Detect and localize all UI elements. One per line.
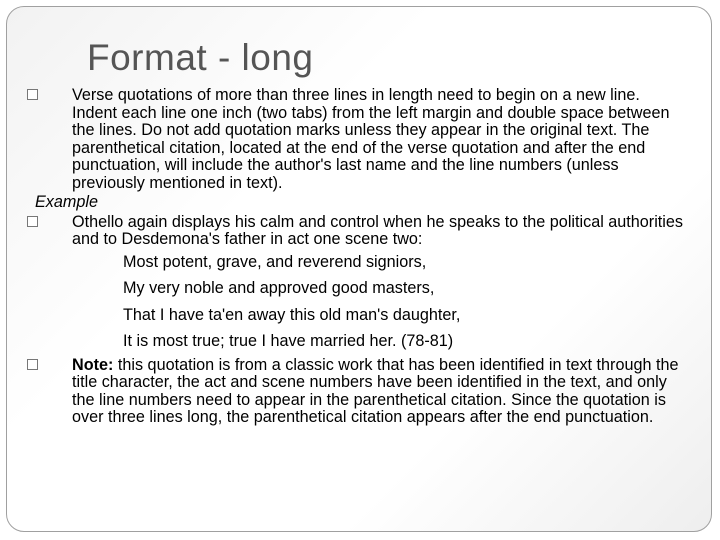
example-label: Example xyxy=(35,193,98,211)
bullet-text: this quotation is from a classic work that has been identified in text through the title character, the act and scene numbers have been identified in the text, and only the line numbers need to appear in the parenthetical citation. Since the quotation is over three lines long, the parenthetical citation appears after the end punctuation. xyxy=(72,355,679,426)
bullet-item xyxy=(27,214,687,249)
slide xyxy=(6,6,712,532)
verse-line: Most potent, grave, and reverend signiors, xyxy=(123,252,427,271)
bullet-text: Othello again displays his calm and control when he speaks to the political authorities and to Desdemona's father in act one scene two: xyxy=(72,212,683,248)
verse-line: My very noble and approved good masters, xyxy=(123,279,435,297)
square-bullet-icon xyxy=(27,89,38,100)
verse-quotation xyxy=(27,249,687,355)
bullet-item xyxy=(27,87,687,192)
verse-line: It is most true; true I have married her. (78-81) xyxy=(123,332,454,350)
square-bullet-icon xyxy=(27,359,38,370)
bullet-text: Verse quotations of more than three lines in length need to begin on a new line. Indent each line one inch (two tabs) from the left margin and double space between the lines. Do not add quotation marks unless they appear in the original text. The parenthetical citation, located at the end of the verse quotation and after the end punctuation, will include the author's last name and the line numbers (unless previously mentioned in text). xyxy=(72,86,670,192)
slide-content xyxy=(27,85,687,427)
square-bullet-icon xyxy=(27,216,38,227)
verse-line: That I have ta'en away this old man's daughter, xyxy=(123,305,461,324)
bullet-item xyxy=(27,357,687,427)
note-label: Note: xyxy=(72,355,114,374)
slide-title: Format - long xyxy=(87,37,314,78)
